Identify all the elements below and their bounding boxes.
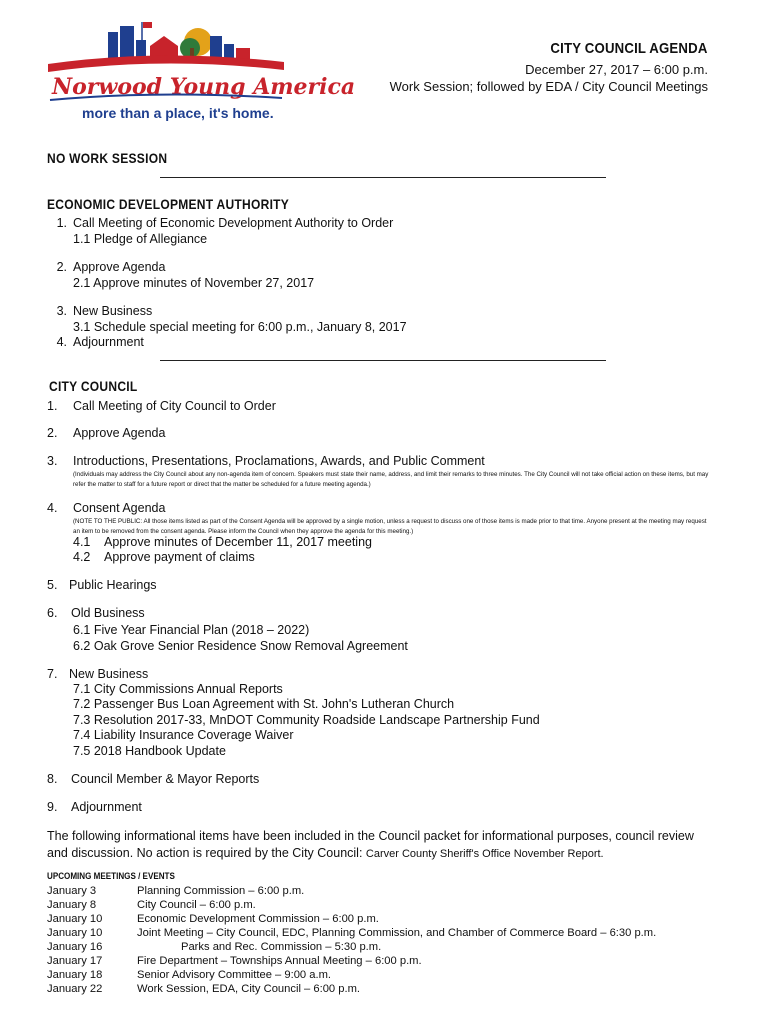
upcoming-event: Fire Department – Townships Annual Meeting – 6:00 p.m. [137, 955, 422, 967]
work-session-heading: NO WORK SESSION [47, 150, 168, 166]
informational-report: Carver County Sheriff's Office November Report. [365, 848, 604, 860]
eda-item-call-to-order: Call Meeting of Economic Development Authority to Order [73, 216, 394, 230]
new-business-subitem: 7.3 Resolution 2017-33, MnDOT Community Roadside Landscape Partnership Fund [73, 713, 540, 727]
upcoming-date: January 10 [47, 913, 103, 925]
council-item-number: 5. [47, 578, 58, 592]
upcoming-date: January 18 [47, 969, 103, 981]
old-business-subitem: 6.2 Oak Grove Senior Residence Snow Removal Agreement [73, 639, 408, 653]
eda-subitem-minutes: 2.1 Approve minutes of November 27, 2017 [73, 276, 315, 290]
section-divider [160, 177, 606, 178]
council-item-number: 2. [47, 426, 58, 440]
new-business-subitem: 7.2 Passenger Bus Loan Agreement with St. John's Lutheran Church [73, 697, 455, 711]
council-heading: CITY COUNCIL [49, 378, 138, 394]
informational-text: The following informational items have been included in the Council packet for informational purposes, council review and discussion. No action is required by the City Council: [47, 829, 694, 860]
upcoming-event: Economic Development Commission – 6:00 p.m. [137, 913, 379, 925]
council-item-number: 1. [47, 399, 58, 413]
agenda-title: CITY COUNCIL AGENDA [550, 40, 708, 57]
upcoming-event: Planning Commission – 6:00 p.m. [137, 885, 305, 897]
eda-heading: ECONOMIC DEVELOPMENT AUTHORITY [47, 196, 290, 212]
city-skyline-icon [40, 18, 356, 128]
eda-item-adjournment: Adjournment [73, 335, 144, 349]
eda-item-approve-agenda: Approve Agenda [73, 260, 166, 274]
upcoming-date: January 8 [47, 899, 97, 911]
council-item-number: 7. [47, 667, 58, 681]
upcoming-event: City Council – 6:00 p.m. [137, 899, 256, 911]
council-item-public-hearings: Public Hearings [69, 578, 157, 592]
council-item-new-business: New Business [69, 667, 149, 681]
upcoming-event: Joint Meeting – City Council, EDC, Planning Commission, and Chamber of Commerce Board – 6:30 p.m. [137, 927, 657, 939]
old-business-subitem: 6.1 Five Year Financial Plan (2018 – 2022) [73, 623, 310, 637]
council-item-approve-agenda: Approve Agenda [73, 426, 166, 440]
consent-subitem-number: 4.1 [73, 535, 91, 549]
new-business-subitem: 7.5 2018 Handbook Update [73, 744, 226, 758]
council-item-call-to-order: Call Meeting of City Council to Order [73, 399, 276, 413]
city-logo [40, 18, 356, 128]
meeting-sessions: Work Session; followed by EDA / City Council Meetings [389, 79, 708, 94]
council-item-old-business: Old Business [71, 606, 145, 620]
council-item-adjournment: Adjournment [71, 800, 142, 814]
informational-items-paragraph [47, 828, 715, 863]
public-comment-note: (Individuals may address the City Council about any non-agenda item of concern. Speakers must state their name, address, and limit their remarks to three minutes. The City Council will not take official action on these items, but may refer the matter to staff for a future report or direct that the matter be scheduled for a future meeting agenda.) [73, 471, 709, 488]
eda-item-new-business: New Business [73, 304, 153, 318]
eda-subitem-special-meeting: 3.1 Schedule special meeting for 6:00 p.m., January 8, 2017 [73, 320, 407, 334]
eda-subitem-pledge: 1.1 Pledge of Allegiance [73, 232, 208, 246]
upcoming-date: January 3 [47, 885, 97, 897]
council-item-number: 9. [47, 800, 58, 814]
council-item-number: 6. [47, 606, 58, 620]
council-item-number: 4. [47, 501, 58, 515]
consent-subitem-minutes: Approve minutes of December 11, 2017 meeting [104, 535, 372, 549]
upcoming-date: January 22 [47, 983, 103, 995]
upcoming-date: January 16 [47, 941, 103, 953]
eda-item-number: 4. [56, 335, 67, 349]
eda-item-number: 2. [56, 260, 67, 274]
upcoming-date: January 17 [47, 955, 103, 967]
council-item-public-comment: Introductions, Presentations, Proclamations, Awards, and Public Comment [73, 454, 485, 468]
logo-wordmark: Norwood Young America [52, 74, 356, 100]
consent-subitem-number: 4.2 [73, 550, 91, 564]
meeting-date: December 27, 2017 – 6:00 p.m. [525, 62, 708, 77]
council-item-number: 8. [47, 772, 58, 786]
eda-item-number: 1. [56, 216, 67, 230]
upcoming-heading: UPCOMING MEETINGS / EVENTS [47, 871, 175, 882]
new-business-subitem: 7.1 City Commissions Annual Reports [73, 682, 283, 696]
council-item-reports: Council Member & Mayor Reports [71, 772, 260, 786]
council-item-number: 3. [47, 454, 58, 468]
consent-agenda-note: (NOTE TO THE PUBLIC: All those items listed as part of the Consent Agenda will be approved by a single motion, unless a request to discuss one of those items is made prior to that time. Anyone present at the meeting may request an item to be removed from the consent agenda. Please inform the Council when they approve the agenda for this meeting.) [73, 518, 707, 535]
council-item-consent-agenda: Consent Agenda [73, 501, 166, 515]
eda-item-number: 3. [56, 304, 67, 318]
new-business-subitem: 7.4 Liability Insurance Coverage Waiver [73, 728, 294, 742]
upcoming-event: Parks and Rec. Commission – 5:30 p.m. [181, 941, 382, 953]
logo-tagline: more than a place, it's home. [82, 105, 274, 121]
upcoming-date: January 10 [47, 927, 103, 939]
upcoming-event: Work Session, EDA, City Council – 6:00 p.m. [137, 983, 361, 995]
section-divider [160, 360, 606, 361]
upcoming-event: Senior Advisory Committee – 9:00 a.m. [137, 969, 331, 981]
consent-subitem-claims: Approve payment of claims [104, 550, 255, 564]
